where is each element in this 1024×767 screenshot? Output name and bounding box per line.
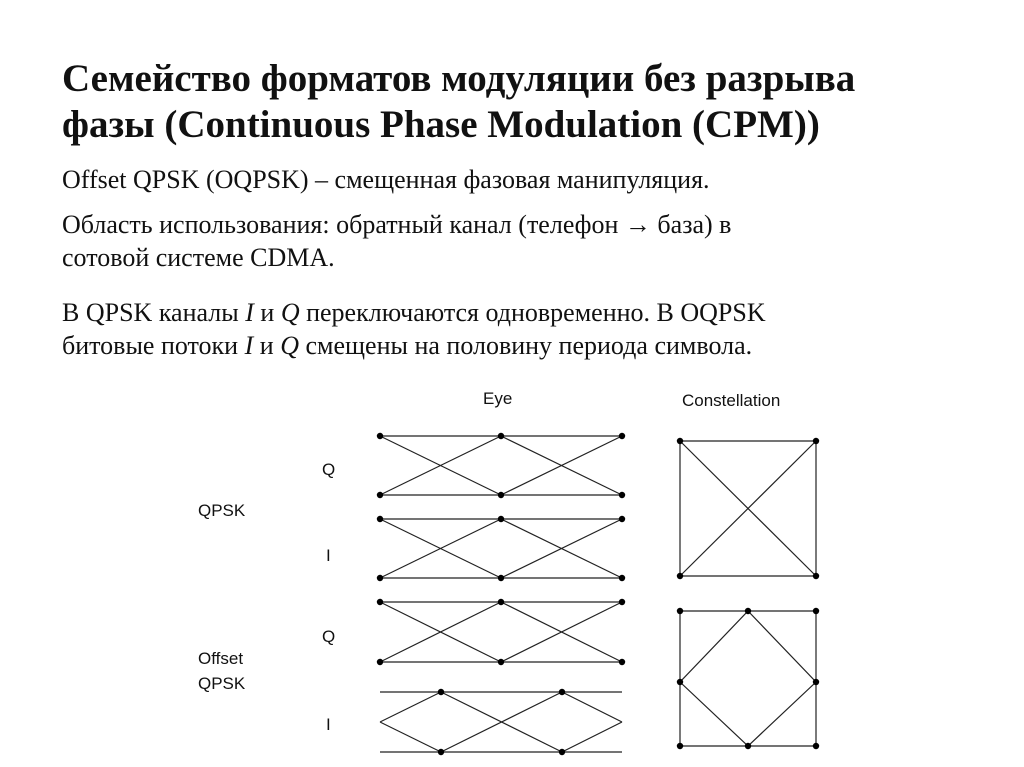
eye-point	[619, 575, 625, 581]
eye-point	[377, 575, 383, 581]
constellation-point	[677, 679, 683, 685]
i-label-oqpsk: I	[326, 715, 331, 734]
i-label-qpsk: I	[326, 546, 331, 565]
eye-point	[498, 659, 504, 665]
p3-text-f: смещены на половину периода символа.	[298, 331, 753, 360]
eye-qpsk-q	[377, 433, 625, 498]
eye-header: Eye	[483, 389, 513, 408]
eye-point	[377, 433, 383, 439]
constellation-point	[745, 743, 751, 749]
eye-point	[619, 492, 625, 498]
eye-point	[559, 689, 565, 695]
eye-qpsk-i	[377, 516, 625, 581]
p3-text-a: В QPSK каналы	[62, 298, 246, 327]
eye-point	[619, 433, 625, 439]
paragraph-usage-line2: сотовой системе CDMA.	[62, 243, 335, 272]
eye-oqpsk-i	[380, 689, 622, 755]
constellation-oqpsk	[677, 608, 819, 749]
p3-i-symbol-1: I	[245, 298, 254, 327]
p3-text-b: и	[253, 298, 281, 327]
eye-point	[438, 749, 444, 755]
slide-title-line2: фазы (Continuous Phase Modulation (CPM))	[62, 103, 820, 146]
eye-point	[377, 599, 383, 605]
constellation-qpsk	[677, 438, 819, 579]
eye-point	[559, 749, 565, 755]
constellation-point	[813, 573, 819, 579]
slide-title	[62, 56, 1002, 148]
eye-point	[377, 492, 383, 498]
constellation-point	[677, 438, 683, 444]
p3-text-c: переключаются одновременно. В OQPSK	[299, 298, 766, 327]
eye-point	[498, 433, 504, 439]
eye-point	[498, 516, 504, 522]
eye-point	[619, 659, 625, 665]
eye-point	[438, 689, 444, 695]
eye-constellation-diagram	[0, 380, 1024, 767]
constellation-point	[813, 608, 819, 614]
paragraph-usage-line1: Область использования: обратный канал (телефон → база) в	[62, 210, 732, 239]
eye-point	[498, 492, 504, 498]
eye-point	[498, 599, 504, 605]
constellation-point	[745, 608, 751, 614]
constellation-point	[813, 679, 819, 685]
constellation-point	[813, 438, 819, 444]
p3-q-symbol-1: Q	[280, 298, 300, 327]
q-label-oqpsk: Q	[322, 627, 336, 646]
p3-i-symbol-2: I	[244, 331, 254, 360]
offset-label-line2: QPSK	[198, 674, 246, 693]
p3-text-e: и	[253, 331, 281, 360]
constellation-header: Constellation	[682, 391, 781, 410]
constellation-point	[677, 573, 683, 579]
eye-point	[619, 599, 625, 605]
eye-point	[619, 516, 625, 522]
paragraph-channel-switching	[62, 296, 1012, 362]
eye-point	[377, 516, 383, 522]
p3-q-symbol-2: Q	[280, 331, 299, 360]
constellation-point	[677, 743, 683, 749]
eye-point	[377, 659, 383, 665]
slide-title-line1: Семейство форматов модуляции без разрыва	[62, 57, 856, 100]
paragraph-oqpsk-text: Offset QPSK (OQPSK) – смещенная фазовая манипуляция.	[62, 165, 710, 194]
eye-oqpsk-q	[377, 599, 625, 665]
offset-label-line1: Offset	[198, 649, 244, 668]
constellation-point	[813, 743, 819, 749]
eye-point	[498, 575, 504, 581]
qpsk-label: QPSK	[198, 501, 246, 520]
q-label-qpsk: Q	[322, 460, 336, 479]
constellation-point	[677, 608, 683, 614]
paragraph-usage-area	[62, 208, 1012, 274]
p3-text-d: битовые потоки	[62, 331, 245, 360]
paragraph-oqpsk-definition	[62, 163, 1012, 196]
